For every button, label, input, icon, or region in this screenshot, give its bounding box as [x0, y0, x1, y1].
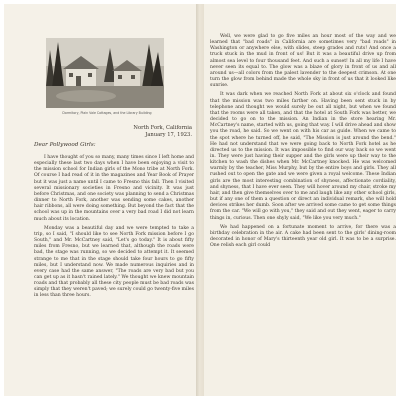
page-gutter [196, 4, 204, 396]
letter-date: January 17, 1923. [145, 131, 192, 138]
paragraph: We had happened on a fortunate moment to arrive, for there was a birthday celebration in the air. A cake had been sent to the girls' dining-room decorated in honor of Mary's thirteenth year old girl. It was to be a surprise. One relish each girl could [210, 224, 396, 249]
photo-scene-image [46, 38, 164, 108]
letter-place-date [114, 125, 192, 139]
left-page-body [34, 155, 194, 300]
left-page [4, 4, 196, 396]
paragraph: I have thought of you so many, many times since I left home and especially these last two days when I have been enjoying a visit to the mission school for Indian girls of the Mono tribe at North Fork. Of course I had read of it in the magazines and Year Book of Prayer but it was just a name until I came to Fresno this fall. Then I visited several missionary societies in Fresno and vicinity. It was just before Christmas, and one society was planning to send a Christmas dinner to North Fork, another was sending some cakes, another hair ribbons, all were doing something. But beyond the fact that the school was up in the mountains over a very bad road I did not learn much about its location. [34, 155, 194, 222]
letter-place: North Fork, California [133, 125, 192, 131]
paragraph: It was dark when we reached North Fork at about six o'clock and found that the mission was two miles farther on. Having been sent stuck in by telephone and thought we would surely be out all night, but when we found that the rooms were all taken, and that the hotel at South Fork was better, we decided to go on to the mission. An Indian in the store hearing Mr. McCartney's name, started with us, going that way. I will drive ahead and show you the road, he said. So we went on with his car as guide. When we came to the spot where he turned off, he said, "The Mission is just around the bend." He had not understand that we were going back to North Fork hotel as he directed us to the mission. It was impossible to find our way back so we went in. They were just having their supper and the girls were up their way to the kitchen to wash the dishes when Mr. McCartney knocked. He was welcomed warmly by the teacher, Miss Murphy, but by the entire boys and girls. They all rushed out to open the gate and we were given a royal welcome. These Indian girls are the most interesting combination of shyness, affectionate cordiality, and shyness, that I have ever seen. They will hover around my chair, stroke my hair, and then give themselves over to me and laugh like any other school girls, but if any one of them a question or direct an individual remark, she will hold devices strikes her dumb. Soon after we arrived some came to get some things from the car. "We will go with you," they said and out they went, eager to carry things in, curious. Then one shyly said, "We like you very much." [210, 92, 396, 221]
book-spread [4, 4, 396, 396]
photo-caption: Dormitory, Plain Vale Cottages, and the Library Building [62, 111, 152, 115]
mission-photo [46, 38, 164, 108]
right-page [204, 4, 396, 396]
paragraph: Monday was a beautiful day and we were tempted to take a trip, so I said, "I should like to see North Fork mission before I go South," and Mr. McCartney said, "Let's go today." It is about fifty miles from Fresno, but we learned that, although the roads were bad, the stage was running, so we decided to attempt it. It seemed strange to me that in the stage should take four hours to go fifty miles, but I understand now. We made numerous inquiries and in every case had the same answer, "The roads are very bad but you can get up as it hasn't rained lately." We thought we knew mountain roads and that probably all these city people must be bad roads was simply that they weren't paved; we surely could go twenty-five miles in less than three hours. [34, 225, 194, 299]
right-page-body [210, 34, 396, 249]
letter-greeting: Dear Pollywood Girls: [34, 142, 96, 148]
paragraph: Well, we were glad to go five miles an hour most of the way and we learned that "bad roads" in California are sometimes very "bad roads" in Washington or anywhere else, with slides, steep grades and ruts! And once a truck stuck in the mud in front of us! But it was a beautiful drive up from almost sea level to four thousand feet. And such a sunset! In all my life I have never seen its equal to. The glow was a blaze of glory in front of us and all around us—all colors from the palest lavender to the deepest crimson. At one turn the glow from behind made the whole sky in front of us that it looked like sunrise. [210, 34, 396, 89]
